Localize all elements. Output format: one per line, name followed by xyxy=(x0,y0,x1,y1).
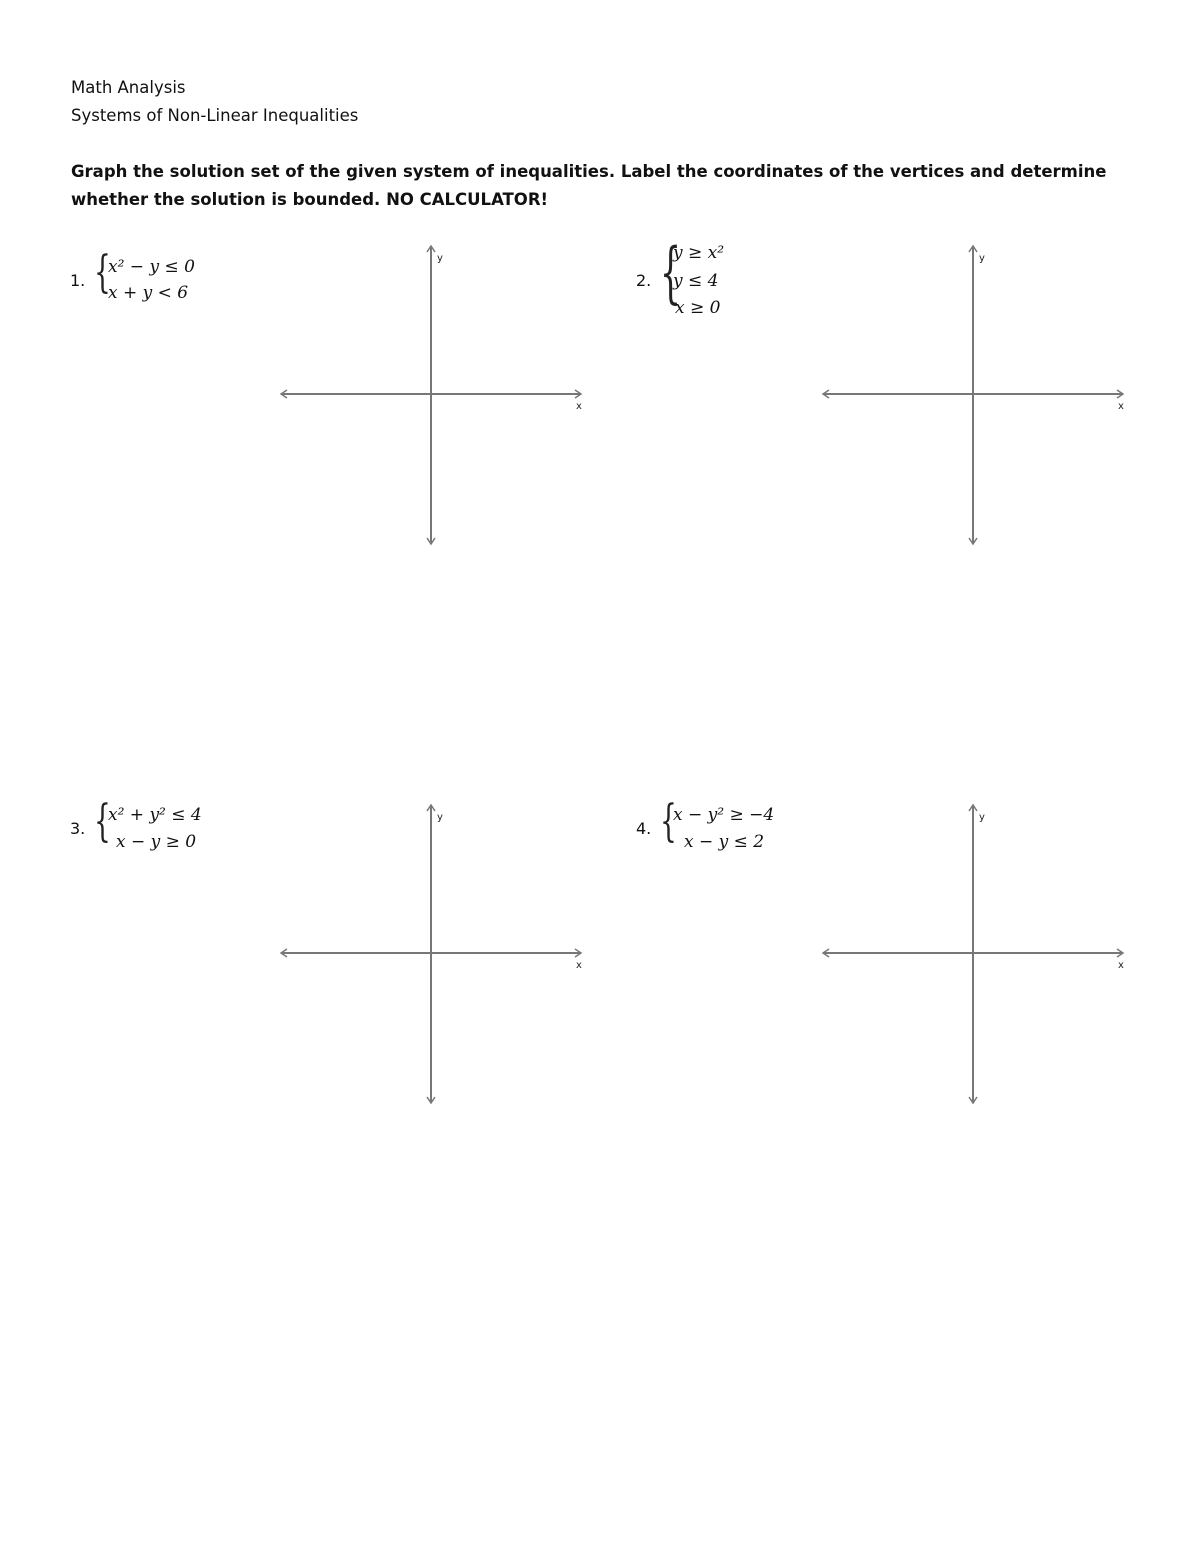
y-axis-label: y xyxy=(437,812,443,823)
x-axis-label: x xyxy=(1118,401,1124,412)
inequality-4a: x − y² ≥ −4 xyxy=(673,805,775,825)
inequality-1a: x² − y ≤ 0 xyxy=(108,257,195,277)
inequality-1b: x + y < 6 xyxy=(108,283,189,303)
inequality-2b: y ≤ 4 xyxy=(673,271,719,291)
problem-number: 3. xyxy=(70,819,86,838)
y-axis-label: y xyxy=(437,253,443,264)
topic-title: Systems of Non-Linear Inequalities xyxy=(71,106,359,125)
coordinate-axes-1 xyxy=(278,244,588,546)
worksheet-header xyxy=(71,74,358,130)
coordinate-axes-2 xyxy=(820,244,1130,546)
course-title: Math Analysis xyxy=(71,78,186,97)
problem-number: 1. xyxy=(70,271,86,290)
instructions: Graph the solution set of the given system of inequalities. Label the coordinates of the vertices and determine whether the solution is bounded. NO CALCULATOR! xyxy=(71,162,1107,209)
inequality-4b: x − y ≤ 2 xyxy=(684,832,765,852)
brace: { xyxy=(94,247,111,298)
brace: { xyxy=(660,234,681,311)
inequality-2a: y ≥ x² xyxy=(673,243,725,263)
x-axis-label: x xyxy=(576,401,582,412)
x-axis-label: x xyxy=(1118,960,1124,971)
brace: { xyxy=(660,796,677,847)
y-axis-label: y xyxy=(979,253,985,264)
coordinate-axes-4 xyxy=(820,803,1130,1105)
problem-number: 4. xyxy=(636,819,652,838)
inequality-3b: x − y ≥ 0 xyxy=(116,832,197,852)
inequality-3a: x² + y² ≤ 4 xyxy=(108,805,202,825)
brace: { xyxy=(94,796,111,847)
inequality-2c: x ≥ 0 xyxy=(675,298,721,318)
problem-number: 2. xyxy=(636,271,652,290)
x-axis-label: x xyxy=(576,960,582,971)
y-axis-label: y xyxy=(979,812,985,823)
coordinate-axes-3 xyxy=(278,803,588,1105)
